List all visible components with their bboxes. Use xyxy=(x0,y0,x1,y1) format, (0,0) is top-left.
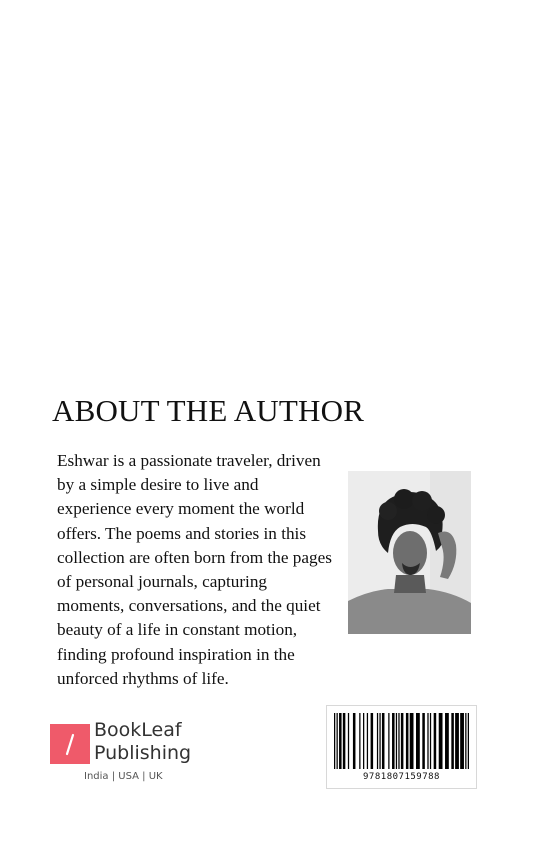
publisher-name-line2: Publishing xyxy=(94,742,192,764)
barcode-bar xyxy=(430,713,431,769)
barcode-bar xyxy=(396,713,397,769)
barcode-bar xyxy=(353,713,356,769)
barcode-bar xyxy=(460,713,464,769)
publisher-name-line1: BookLeaf xyxy=(94,719,182,741)
barcode-bar xyxy=(465,713,466,769)
publisher-name xyxy=(94,719,191,765)
barcode-bar xyxy=(371,713,374,769)
barcode-bar xyxy=(363,713,364,769)
barcode-bar xyxy=(388,713,389,769)
isbn-number: 9781807159788 xyxy=(363,772,440,782)
barcode-bar xyxy=(379,713,380,769)
isbn-barcode xyxy=(326,705,477,789)
barcode-bar xyxy=(427,713,428,769)
author-bio: Eshwar is a passionate traveler, driven by a simple desire to live and experience every moment the world offers. The poems and stories in this collection are often born from the pages of personal journals, capturing moments, conversations, and the quiet beauty of a life in constant motion, finding profound inspiration in the unforced rhythms of life. xyxy=(57,451,332,688)
bookleaf-slash-icon xyxy=(50,724,90,764)
barcode-bar xyxy=(392,713,395,769)
barcode-bar xyxy=(451,713,454,769)
barcode-bar xyxy=(382,713,385,769)
barcode-bar xyxy=(398,713,399,769)
barcode-bars xyxy=(334,713,469,769)
barcode-bar xyxy=(410,713,414,769)
barcode-bar xyxy=(468,713,469,769)
barcode-bar xyxy=(367,713,368,769)
barcode-bar xyxy=(339,713,342,769)
barcode-bar xyxy=(334,713,335,769)
barcode-bar xyxy=(416,713,420,769)
about-heading: ABOUT THE AUTHOR xyxy=(52,393,365,428)
author-photo xyxy=(348,471,471,634)
publisher-regions: India | USA | UK xyxy=(84,771,163,782)
barcode-bar xyxy=(343,713,346,769)
barcode-bar xyxy=(401,713,404,769)
barcode-bar xyxy=(434,713,437,769)
barcode-bar xyxy=(455,713,459,769)
barcode-bar xyxy=(348,713,349,769)
barcode-bar xyxy=(337,713,338,769)
barcode-bar xyxy=(359,713,360,769)
author-portrait-image xyxy=(348,471,471,634)
barcode-bar xyxy=(377,713,378,769)
barcode-bar xyxy=(445,713,449,769)
barcode-bar xyxy=(439,713,443,769)
barcode-bar xyxy=(422,713,425,769)
barcode-bar xyxy=(406,713,409,769)
